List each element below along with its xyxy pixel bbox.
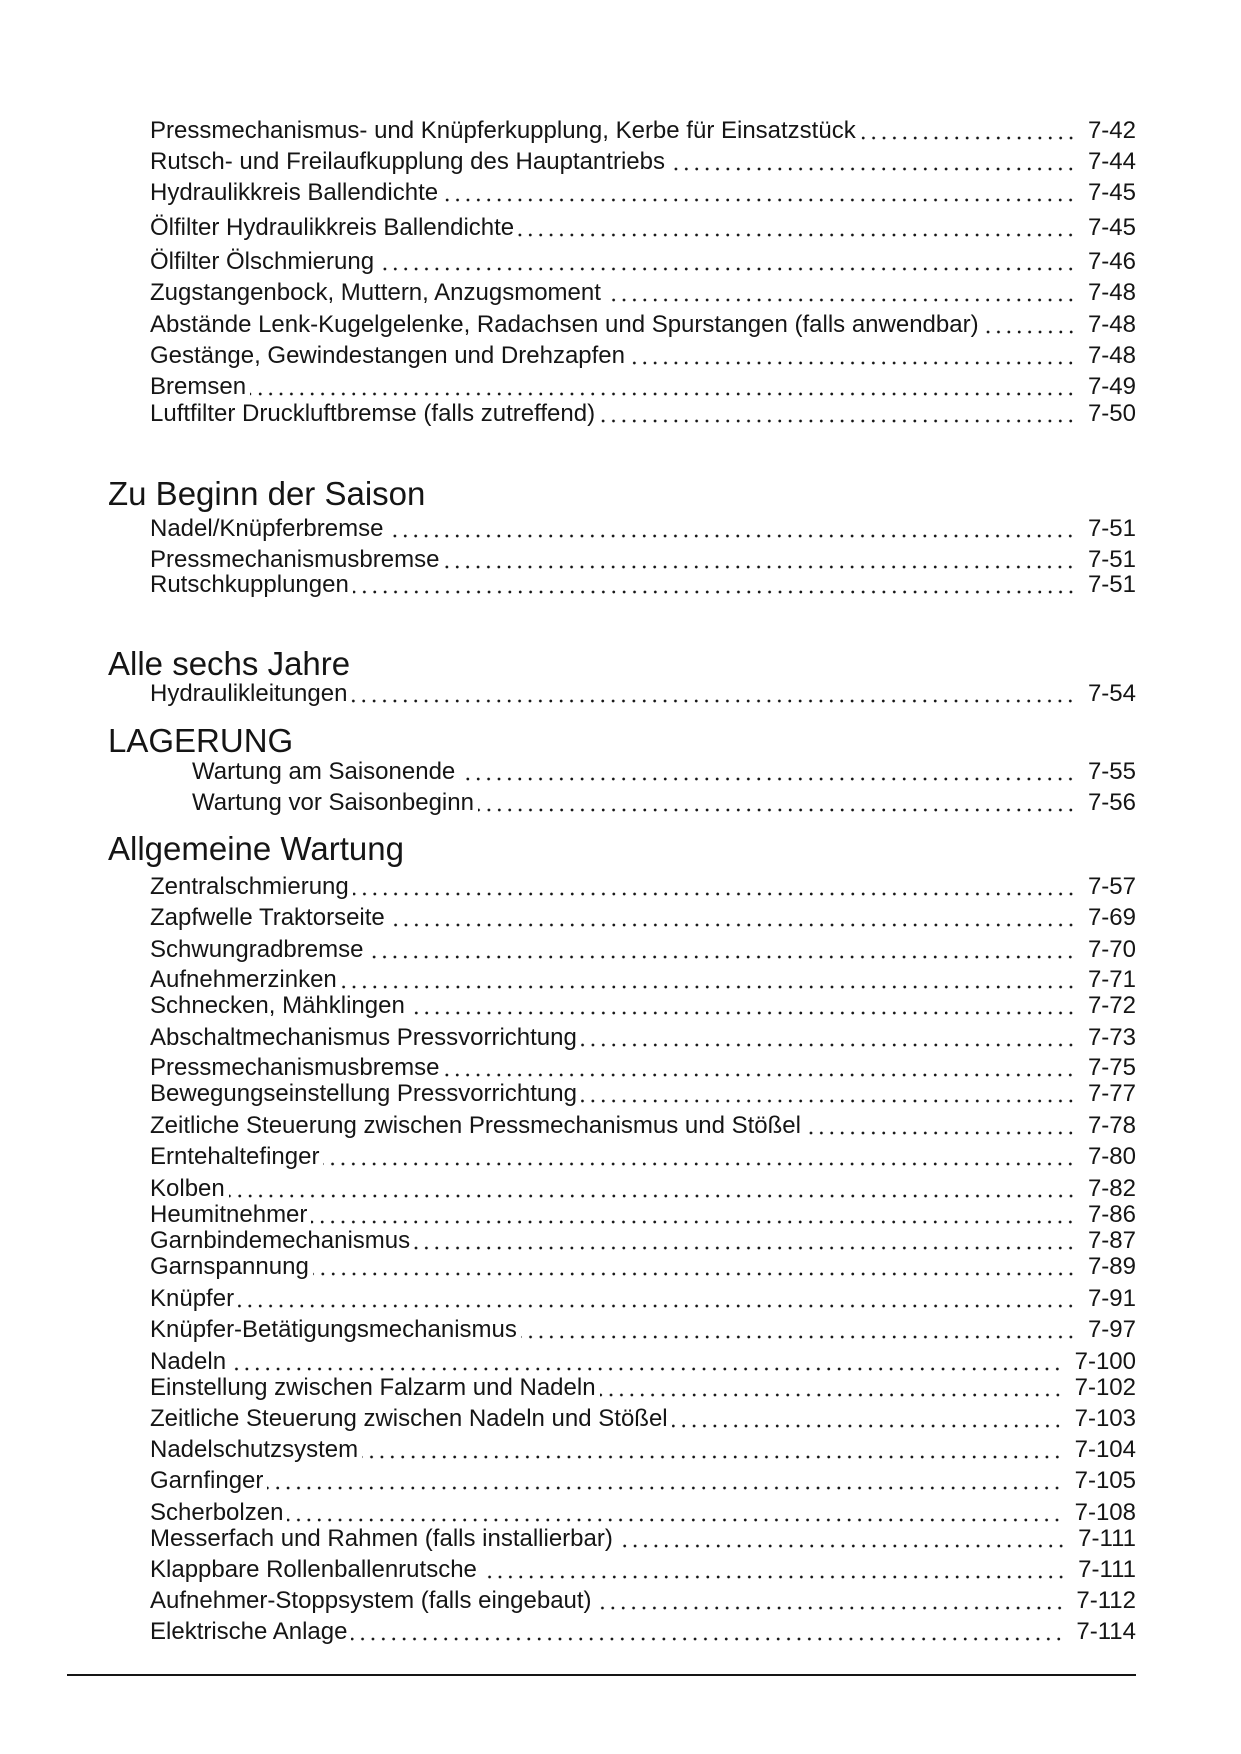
toc-entry-title: Einstellung zwischen Falzarm und Nadeln <box>150 1374 596 1401</box>
dot-leader <box>669 167 1076 171</box>
dot-leader <box>250 392 1076 396</box>
dot-leader <box>351 1637 1064 1641</box>
toc-entry-title: Erntehaltefinger <box>150 1143 320 1170</box>
toc-entry <box>150 1467 1136 1495</box>
toc-entry-title: Schnecken, Mähklingen <box>150 992 405 1019</box>
toc-entry <box>150 400 1136 428</box>
dot-leader <box>629 361 1076 365</box>
toc-entry <box>150 680 1136 708</box>
toc-entry-page: 7-114 <box>1076 1618 1136 1645</box>
dot-leader <box>672 1424 1063 1428</box>
section-heading-every-six-years: Alle sechs Jahre <box>108 645 351 682</box>
toc-entry-title: Heumitnehmer <box>150 1201 308 1228</box>
toc-entry-title: Knüpfer <box>150 1285 235 1312</box>
toc-entry <box>150 1285 1136 1313</box>
toc-entry-title: Rutsch- und Freilaufkupplung des Hauptantriebs <box>150 148 665 175</box>
toc-entry <box>150 873 1136 901</box>
toc-entry-page: 7-48 <box>1087 279 1136 306</box>
dot-leader <box>351 699 1076 703</box>
dot-leader <box>481 1575 1066 1579</box>
toc-entry <box>150 904 1136 932</box>
toc-entry-title: Klappbare Rollenballenrutsche <box>150 1556 477 1583</box>
dot-leader <box>353 590 1076 594</box>
dot-leader <box>605 298 1076 302</box>
toc-entry-title: Luftfilter Druckluftbremse (falls zutreffend) <box>150 400 596 427</box>
toc-entry <box>192 789 1136 817</box>
toc-entry <box>150 1080 1136 1108</box>
toc-entry-page: 7-71 <box>1087 966 1136 993</box>
toc-entry-title: Wartung vor Saisonbeginn <box>192 789 474 816</box>
dot-leader <box>518 233 1076 237</box>
toc-entry-title: Garnfinger <box>150 1467 264 1494</box>
dot-leader <box>311 1220 1076 1224</box>
toc-entry <box>150 1227 1136 1255</box>
toc-entry-title: Hydraulikkreis Ballendichte <box>150 179 439 206</box>
dot-leader <box>443 1073 1076 1077</box>
toc-entry-title: Abstände Lenk-Kugelgelenke, Radachsen und Spurstangen (falls anwendbar) <box>150 311 979 338</box>
toc-entry-title: Wartung am Saisonende <box>192 758 456 785</box>
toc-entry-title: Garnbindemechanismus <box>150 1227 411 1254</box>
dot-leader <box>238 1304 1076 1308</box>
toc-entry-title: Kolben <box>150 1175 225 1202</box>
toc-entry-page: 7-111 <box>1078 1525 1136 1552</box>
toc-entry-page: 7-57 <box>1087 873 1136 900</box>
toc-entry-page: 7-111 <box>1078 1556 1136 1583</box>
dot-leader <box>414 1246 1076 1250</box>
toc-entry-title: Rutschkupplungen <box>150 571 349 598</box>
dot-leader <box>581 1043 1076 1047</box>
toc-entry <box>150 279 1136 307</box>
toc-entry <box>150 342 1136 370</box>
toc-entry-page: 7-48 <box>1087 311 1136 338</box>
toc-entry-title: Bremsen <box>150 373 247 400</box>
toc-entry-title: Pressmechanismusbremse <box>150 1054 440 1081</box>
toc-entry <box>150 1201 1136 1229</box>
dot-leader <box>323 1162 1076 1166</box>
toc-entry <box>150 179 1136 207</box>
dot-leader <box>387 534 1075 538</box>
toc-entry-page: 7-75 <box>1087 1054 1136 1081</box>
toc-entry <box>150 1374 1136 1402</box>
dot-leader <box>599 419 1076 423</box>
toc-entry-page: 7-51 <box>1087 546 1136 573</box>
footer-rule <box>67 1674 1136 1676</box>
toc-entry-page: 7-54 <box>1087 680 1136 707</box>
toc-entry-page: 7-100 <box>1074 1348 1136 1375</box>
toc-entry-page: 7-50 <box>1087 400 1136 427</box>
toc-entry-page: 7-44 <box>1087 148 1136 175</box>
toc-entry <box>150 992 1136 1020</box>
toc-entry-page: 7-104 <box>1074 1436 1136 1463</box>
toc-entry <box>150 373 1136 401</box>
dot-leader <box>521 1335 1076 1339</box>
toc-entry-page: 7-72 <box>1087 992 1136 1019</box>
toc-entry <box>150 546 1136 574</box>
toc-entry-title: Messerfach und Rahmen (falls installierbar) <box>150 1525 613 1552</box>
toc-entry <box>150 248 1136 276</box>
section-heading-storage: LAGERUNG <box>108 722 294 759</box>
toc-entry-title: Zeitliche Steuerung zwischen Pressmechanismus und Stößel <box>150 1112 801 1139</box>
toc-entry <box>150 117 1136 145</box>
toc-entry-page: 7-108 <box>1074 1499 1136 1526</box>
toc-entry <box>150 1316 1136 1344</box>
toc-entry <box>150 214 1136 242</box>
dot-leader <box>353 892 1076 896</box>
toc-entry-page: 7-91 <box>1087 1285 1136 1312</box>
toc-entry <box>150 1405 1136 1433</box>
dot-leader <box>443 565 1076 569</box>
section-heading-general-maintenance: Allgemeine Wartung <box>108 830 404 867</box>
toc-entry <box>150 148 1136 176</box>
toc-entry-page: 7-51 <box>1087 571 1136 598</box>
toc-entry-title: Elektrische Anlage <box>150 1618 348 1645</box>
toc-entry-page: 7-49 <box>1087 373 1136 400</box>
toc-entry-page: 7-97 <box>1087 1316 1136 1343</box>
toc-entry-title: Nadel/Knüpferbremse <box>150 515 384 542</box>
toc-entry <box>150 1253 1136 1281</box>
toc-entry <box>150 936 1136 964</box>
toc-entry <box>192 758 1136 786</box>
toc-entry-page: 7-55 <box>1087 758 1136 785</box>
toc-entry-page: 7-112 <box>1076 1587 1136 1614</box>
dot-leader <box>600 1393 1063 1397</box>
toc-entry-title: Zugstangenbock, Muttern, Anzugsmoment <box>150 279 601 306</box>
toc-entry-title: Nadelschutzsystem <box>150 1436 359 1463</box>
dot-leader <box>267 1486 1062 1490</box>
dot-leader <box>581 1099 1076 1103</box>
toc-entry <box>150 1175 1136 1203</box>
toc-entry-page: 7-80 <box>1087 1143 1136 1170</box>
toc-entry-page: 7-46 <box>1087 248 1136 275</box>
toc-entry-page: 7-102 <box>1074 1374 1136 1401</box>
toc-entry <box>150 1587 1136 1615</box>
section-heading-season-start: Zu Beginn der Saison <box>108 475 426 512</box>
toc-entry-page: 7-45 <box>1087 214 1136 241</box>
toc-entry-page: 7-105 <box>1074 1467 1136 1494</box>
toc-entry-title: Aufnehmerzinken <box>150 966 337 993</box>
dot-leader <box>389 923 1076 927</box>
dot-leader <box>313 1272 1076 1276</box>
toc-entry-page: 7-48 <box>1087 342 1136 369</box>
toc-entry-title: Schwungradbremse <box>150 936 364 963</box>
dot-leader <box>367 955 1076 959</box>
dot-leader <box>287 1518 1062 1522</box>
dot-leader <box>378 267 1076 271</box>
toc-entry-title: Pressmechanismus- und Knüpferkupplung, Kerbe für Einsatzstück <box>150 117 856 144</box>
toc-entry <box>150 1143 1136 1171</box>
toc-entry-title: Zentralschmierung <box>150 873 349 900</box>
toc-entry-title: Gestänge, Gewindestangen und Drehzapfen <box>150 342 625 369</box>
dot-leader <box>860 136 1076 140</box>
toc-entry-page: 7-87 <box>1087 1227 1136 1254</box>
toc-entry-title: Ölfilter Ölschmierung <box>150 248 375 275</box>
toc-entry-page: 7-78 <box>1087 1112 1136 1139</box>
toc-entry <box>150 571 1136 599</box>
toc-entry-title: Knüpfer-Betätigungsmechanismus <box>150 1316 517 1343</box>
dot-leader <box>341 985 1076 989</box>
toc-entry-title: Ölfilter Hydraulikkreis Ballendichte <box>150 214 515 241</box>
toc-entry <box>150 1618 1136 1646</box>
toc-entry <box>150 966 1136 994</box>
dot-leader <box>596 1606 1065 1610</box>
dot-leader <box>617 1544 1066 1548</box>
toc-entry-title: Bewegungseinstellung Pressvorrichtung <box>150 1080 577 1107</box>
toc-entry <box>150 311 1136 339</box>
toc-entry-title: Nadeln <box>150 1348 227 1375</box>
toc-entry <box>150 1499 1136 1527</box>
toc-entry-title: Zapfwelle Traktorseite <box>150 904 385 931</box>
toc-entry-title: Abschaltmechanismus Pressvorrichtung <box>150 1024 577 1051</box>
toc-entry-title: Hydraulikleitungen <box>150 680 348 707</box>
toc-entry-title: Pressmechanismusbremse <box>150 546 440 573</box>
dot-leader <box>459 777 1076 781</box>
dot-leader <box>229 1194 1076 1198</box>
toc-entry-page: 7-86 <box>1087 1201 1136 1228</box>
dot-leader <box>805 1131 1076 1135</box>
toc-entry-title: Garnspannung <box>150 1253 309 1280</box>
toc-entry-page: 7-45 <box>1087 179 1136 206</box>
toc-entry <box>150 1436 1136 1464</box>
toc-entry-title: Scherbolzen <box>150 1499 284 1526</box>
toc-entry-title: Aufnehmer-Stoppsystem (falls eingebaut) <box>150 1587 592 1614</box>
dot-leader <box>983 330 1076 334</box>
toc-entry <box>150 1556 1136 1584</box>
dot-leader <box>230 1367 1063 1371</box>
toc-entry <box>150 1348 1136 1376</box>
toc-entry-page: 7-69 <box>1087 904 1136 931</box>
toc-entry-page: 7-42 <box>1087 117 1136 144</box>
toc-entry-page: 7-77 <box>1087 1080 1136 1107</box>
toc-entry-page: 7-56 <box>1087 789 1136 816</box>
toc-entry-page: 7-103 <box>1074 1405 1136 1432</box>
toc-entry-page: 7-73 <box>1087 1024 1136 1051</box>
toc-entry-title: Zeitliche Steuerung zwischen Nadeln und Stößel <box>150 1405 668 1432</box>
dot-leader <box>442 198 1076 202</box>
dot-leader <box>409 1011 1076 1015</box>
toc-entry <box>150 1112 1136 1140</box>
dot-leader <box>362 1455 1063 1459</box>
toc-entry-page: 7-70 <box>1087 936 1136 963</box>
toc-entry-page: 7-51 <box>1087 515 1136 542</box>
toc-entry <box>150 515 1136 543</box>
toc-entry-page: 7-89 <box>1087 1253 1136 1280</box>
toc-entry <box>150 1525 1136 1553</box>
toc-entry-page: 7-82 <box>1087 1175 1136 1202</box>
toc-entry <box>150 1054 1136 1082</box>
dot-leader <box>478 808 1076 812</box>
toc-entry <box>150 1024 1136 1052</box>
